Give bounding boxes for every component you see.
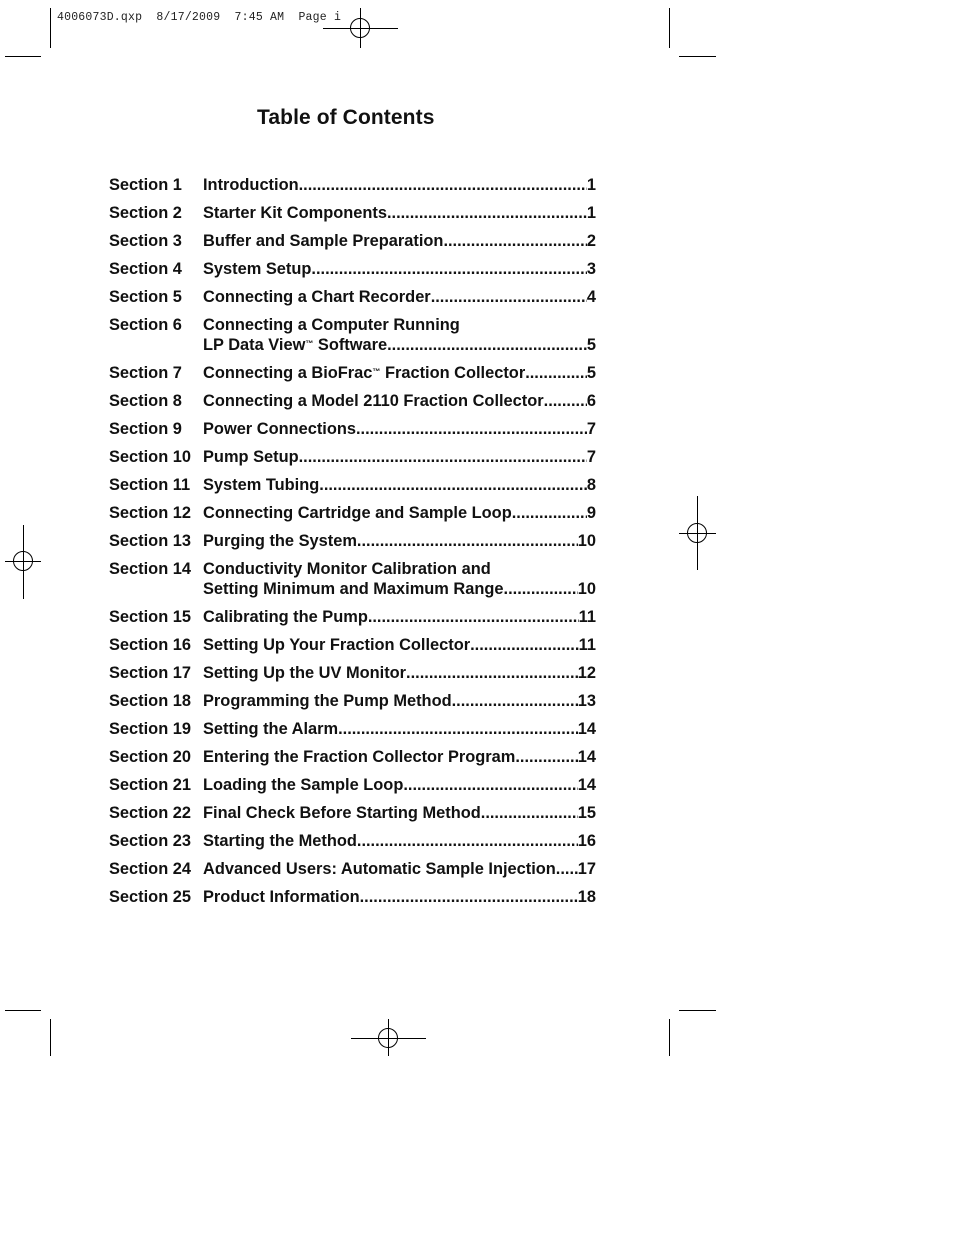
toc-entry[interactable] — [109, 447, 596, 467]
toc-page-number: 7 — [586, 420, 596, 438]
crop-mark-top-right-horizontal — [679, 56, 716, 57]
toc-entry-line — [203, 559, 596, 579]
toc-entry-body — [203, 259, 596, 279]
toc-section-number: Section 15 — [109, 608, 191, 626]
toc-section-number: Section 22 — [109, 804, 191, 822]
dot-leader — [357, 831, 578, 851]
toc-entry[interactable] — [109, 691, 596, 711]
toc-entry[interactable] — [109, 831, 596, 851]
toc-entry-body — [203, 503, 596, 523]
toc-entry[interactable] — [109, 315, 596, 355]
toc-section-number: Section 9 — [109, 420, 182, 438]
toc-page-number: 11 — [578, 608, 596, 626]
toc-page-number: 5 — [586, 364, 596, 382]
toc-page-number: 16 — [577, 832, 596, 850]
registration-target-bottom-icon — [378, 1028, 398, 1048]
toc-entry-title — [203, 363, 525, 383]
toc-entry-body — [203, 531, 596, 551]
toc-entry-line — [203, 607, 596, 627]
toc-entry-line — [203, 719, 596, 739]
toc-page-number: 10 — [577, 580, 596, 598]
toc-page-number: 6 — [586, 392, 596, 410]
toc-entry-body — [203, 803, 596, 823]
toc-entry-line — [203, 287, 596, 307]
toc-entry-title: Setting the Alarm — [203, 720, 339, 738]
toc-entry-title: Power Connections — [203, 420, 356, 438]
toc-entry-line — [203, 315, 596, 335]
toc-entry-body — [203, 859, 596, 879]
dot-leader — [338, 719, 578, 739]
toc-entry-line — [203, 859, 596, 879]
toc-section-number: Section 4 — [109, 260, 182, 278]
toc-entry[interactable] — [109, 859, 596, 879]
table-of-contents — [109, 175, 596, 915]
dot-leader — [443, 231, 586, 251]
dot-leader — [470, 635, 579, 655]
toc-section-number: Section 21 — [109, 776, 191, 794]
toc-page-number: 1 — [586, 204, 596, 222]
toc-entry[interactable] — [109, 887, 596, 907]
toc-entry[interactable] — [109, 175, 596, 195]
toc-entry-line — [203, 175, 596, 195]
crop-mark-bottom-right-vertical — [669, 1019, 670, 1056]
registration-target-top-icon — [350, 18, 370, 38]
toc-entry-title: Introduction — [203, 176, 299, 194]
toc-section-number: Section 23 — [109, 832, 191, 850]
dot-leader — [406, 663, 578, 683]
toc-entry-title: Connecting a Computer Running — [203, 316, 460, 334]
toc-entry-body — [203, 775, 596, 795]
toc-entry[interactable] — [109, 503, 596, 523]
toc-entry-title: Final Check Before Starting Method — [203, 804, 481, 822]
toc-entry-title: Connecting a Model 2110 Fraction Collector — [203, 392, 544, 410]
toc-entry-body — [203, 203, 596, 223]
dot-leader — [556, 859, 578, 879]
crop-mark-top-right-vertical — [669, 8, 670, 48]
toc-entry-title: Programming the Pump Method — [203, 692, 452, 710]
dot-leader — [504, 579, 578, 599]
toc-section-number: Section 16 — [109, 636, 191, 654]
toc-page-number: 7 — [586, 448, 596, 466]
toc-section-number: Section 2 — [109, 204, 182, 222]
toc-entry-line — [203, 531, 596, 551]
toc-section-number: Section 3 — [109, 232, 182, 250]
toc-section-number: Section 18 — [109, 692, 191, 710]
crop-mark-bottom-left-horizontal — [5, 1010, 41, 1011]
toc-entry-title-part: Connecting a BioFrac — [203, 364, 373, 382]
print-slug: 4006073D.qxp 8/17/2009 7:45 AM Page i — [57, 11, 342, 24]
dot-leader — [525, 363, 587, 383]
toc-entry-line — [203, 635, 596, 655]
dot-leader — [481, 803, 578, 823]
toc-entry-title — [203, 335, 387, 355]
toc-page-number: 12 — [577, 664, 596, 682]
toc-entry-line — [203, 231, 596, 251]
toc-section-number: Section 10 — [109, 448, 191, 466]
toc-page-number: 2 — [586, 232, 596, 250]
toc-entry-title: Calibrating the Pump — [203, 608, 368, 626]
toc-section-number: Section 25 — [109, 888, 191, 906]
toc-entry[interactable] — [109, 287, 596, 307]
crop-mark-bottom-right-horizontal — [679, 1010, 716, 1011]
toc-section-number: Section 1 — [109, 176, 182, 194]
toc-entry-body — [203, 607, 596, 627]
toc-section-number: Section 19 — [109, 720, 191, 738]
toc-section-number: Section 7 — [109, 364, 182, 382]
toc-section-number: Section 13 — [109, 532, 191, 550]
dot-leader — [512, 503, 587, 523]
toc-section-number: Section 6 — [109, 316, 182, 334]
toc-section-number: Section 17 — [109, 664, 191, 682]
toc-entry-title-part: LP Data View — [203, 336, 306, 354]
toc-entry[interactable] — [109, 419, 596, 439]
registration-target-left-icon — [13, 551, 33, 571]
toc-page-number: 9 — [586, 504, 596, 522]
toc-entry[interactable] — [109, 719, 596, 739]
toc-entry[interactable] — [109, 559, 596, 599]
dot-leader — [403, 775, 577, 795]
toc-entry-body — [203, 747, 596, 767]
dot-leader — [368, 607, 579, 627]
toc-entry-body — [203, 363, 596, 383]
toc-entry-line — [203, 887, 596, 907]
toc-section-number: Section 24 — [109, 860, 191, 878]
toc-section-number: Section 20 — [109, 748, 191, 766]
toc-entry-title: Pump Setup — [203, 448, 299, 466]
toc-entry-title: Connecting Cartridge and Sample Loop — [203, 504, 512, 522]
toc-entry-line — [203, 803, 596, 823]
toc-entry-title: Product Information — [203, 888, 360, 906]
dot-leader — [360, 887, 578, 907]
toc-entry-body — [203, 831, 596, 851]
toc-entry-line — [203, 419, 596, 439]
toc-page-number: 14 — [577, 748, 596, 766]
toc-entry-title: Conductivity Monitor Calibration and — [203, 560, 491, 578]
trademark-symbol: ™ — [372, 367, 381, 376]
toc-entry-line — [203, 579, 596, 599]
toc-page-number: 8 — [586, 476, 596, 494]
toc-entry-body — [203, 315, 596, 355]
toc-entry-title: Loading the Sample Loop — [203, 776, 404, 794]
toc-entry-body — [203, 663, 596, 683]
toc-entry-title: Setting Minimum and Maximum Range — [203, 580, 504, 598]
toc-entry-title: Starting the Method — [203, 832, 357, 850]
dot-leader — [356, 419, 587, 439]
dot-leader — [319, 475, 587, 495]
toc-entry-body — [203, 447, 596, 467]
toc-entry-title: Buffer and Sample Preparation — [203, 232, 444, 250]
toc-section-number: Section 12 — [109, 504, 191, 522]
toc-entry-line — [203, 747, 596, 767]
toc-page-number: 1 — [586, 176, 596, 194]
toc-entry[interactable] — [109, 663, 596, 683]
toc-entry[interactable] — [109, 635, 596, 655]
toc-entry-title: Setting Up the UV Monitor — [203, 664, 407, 682]
toc-entry-title: Purging the System — [203, 532, 357, 550]
toc-section-number: Section 11 — [109, 476, 191, 494]
dot-leader — [311, 259, 586, 279]
toc-entry[interactable] — [109, 475, 596, 495]
trademark-symbol: ™ — [305, 339, 314, 348]
dot-leader — [431, 287, 587, 307]
toc-entry[interactable] — [109, 203, 596, 223]
toc-entry-line — [203, 691, 596, 711]
toc-entry-line — [203, 503, 596, 523]
toc-entry[interactable] — [109, 231, 596, 251]
toc-entry-line — [203, 447, 596, 467]
toc-entry-body — [203, 559, 596, 599]
dot-leader — [299, 175, 587, 195]
toc-page-number: 17 — [577, 860, 596, 878]
toc-page-number: 15 — [577, 804, 596, 822]
toc-entry-body — [203, 175, 596, 195]
dot-leader — [452, 691, 578, 711]
toc-page-number: 14 — [577, 720, 596, 738]
dot-leader — [387, 335, 587, 355]
dot-leader — [299, 447, 587, 467]
crop-mark-top-left-horizontal — [5, 56, 41, 57]
toc-entry-title: Entering the Fraction Collector Program — [203, 748, 516, 766]
toc-page-number: 10 — [577, 532, 596, 550]
registration-target-right-icon — [687, 523, 707, 543]
toc-page-number: 5 — [586, 336, 596, 354]
toc-section-number: Section 8 — [109, 392, 182, 410]
toc-entry-title: System Tubing — [203, 476, 320, 494]
toc-entry[interactable] — [109, 363, 596, 383]
toc-entry[interactable] — [109, 531, 596, 551]
toc-entry-body — [203, 475, 596, 495]
toc-entry[interactable] — [109, 747, 596, 767]
crop-mark-bottom-left-vertical — [50, 1019, 51, 1056]
toc-entry-title: Setting Up Your Fraction Collector — [203, 636, 471, 654]
toc-entry-title: Advanced Users: Automatic Sample Injection — [203, 860, 556, 878]
toc-entry-title: Connecting a Chart Recorder — [203, 288, 431, 306]
toc-entry[interactable] — [109, 607, 596, 627]
toc-entry[interactable] — [109, 803, 596, 823]
dot-leader — [544, 391, 587, 411]
toc-entry-line — [203, 363, 596, 383]
toc-page-number: 4 — [586, 288, 596, 306]
toc-entry-body — [203, 419, 596, 439]
toc-entry-body — [203, 887, 596, 907]
toc-entry-line — [203, 259, 596, 279]
toc-section-number: Section 5 — [109, 288, 182, 306]
toc-entry-title-part: Software — [313, 336, 388, 354]
toc-entry-body — [203, 287, 596, 307]
toc-page-number: 14 — [577, 776, 596, 794]
toc-entry-body — [203, 719, 596, 739]
crop-mark-top-left-vertical — [50, 8, 51, 48]
toc-entry[interactable] — [109, 391, 596, 411]
toc-entry[interactable] — [109, 775, 596, 795]
toc-entry-body — [203, 691, 596, 711]
toc-entry-line — [203, 335, 596, 355]
toc-entry-line — [203, 391, 596, 411]
toc-entry-line — [203, 831, 596, 851]
toc-entry-line — [203, 203, 596, 223]
dot-leader — [357, 531, 578, 551]
toc-entry-line — [203, 663, 596, 683]
toc-entry-title: Starter Kit Components — [203, 204, 387, 222]
dot-leader — [515, 747, 577, 767]
toc-entry-title-part: Fraction Collector — [380, 364, 526, 382]
dot-leader — [387, 203, 587, 223]
page-title: Table of Contents — [257, 106, 435, 129]
toc-entry-line — [203, 775, 596, 795]
toc-entry-line — [203, 475, 596, 495]
toc-entry[interactable] — [109, 259, 596, 279]
toc-page-number: 11 — [578, 636, 596, 654]
toc-page-number: 3 — [586, 260, 596, 278]
toc-entry-body — [203, 391, 596, 411]
toc-entry-title: System Setup — [203, 260, 312, 278]
toc-entry-body — [203, 231, 596, 251]
toc-page-number: 13 — [577, 692, 596, 710]
toc-section-number: Section 14 — [109, 560, 191, 578]
toc-entry-body — [203, 635, 596, 655]
toc-page-number: 18 — [577, 888, 596, 906]
